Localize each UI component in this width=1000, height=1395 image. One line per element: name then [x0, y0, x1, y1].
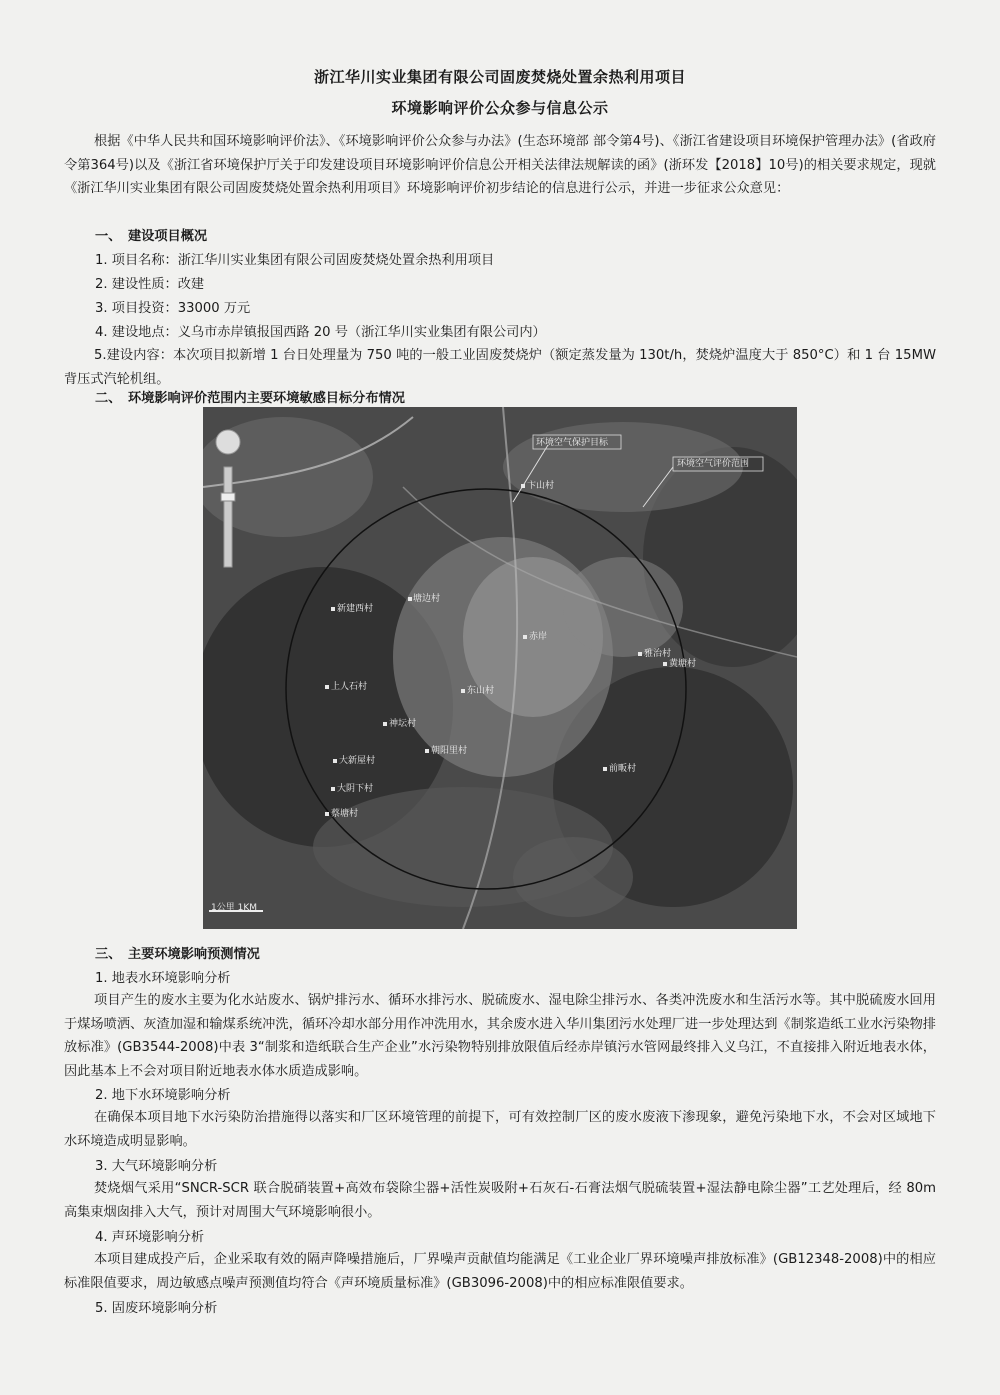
surface-water-heading: 1. 地表水环境影响分析	[95, 971, 231, 986]
map-pan-control	[216, 430, 240, 454]
map-village-label: 蔡塘村	[331, 809, 359, 819]
noise-paragraph: 本项目建成投产后，企业采取有效的隔声降噪措施后，厂界噪声贡献值均能满足《工业企业厂界环境噪声排放标准》(GB12348-2008)中的相应标准限值要求，周边敏感点噪声预测值均符合《声环境质量标准》(GB3096-2008)中的相应标准限值要求。	[64, 1252, 936, 1291]
map-village-label: 神坛村	[389, 719, 417, 729]
map-village-label: 卞山村	[527, 481, 555, 491]
air-paragraph: 焚烧烟气采用“SNCR-SCR 联合脱硝装置+高效布袋除尘器+活性炭吸附+石灰石-石膏法烟气脱硫装置+湿法静电除尘器”工艺处理后，经 80m 高集束烟囱排入大气，预计对周围大气环境影响很小。	[64, 1181, 936, 1220]
air-heading: 3. 大气环境影响分析	[95, 1159, 218, 1174]
map-village-label: 塘边村	[413, 594, 441, 604]
project-name-item: 1. 项目名称：浙江华川实业集团有限公司固废焚烧处置余热利用项目	[95, 253, 495, 268]
project-nature-item: 2. 建设性质：改建	[95, 277, 205, 292]
map-village-label: 新建西村	[337, 604, 374, 614]
groundwater-paragraph: 在确保本项目地下水污染防治措施得以落实和厂区环境管理的前提下，可有效控制厂区的废水废液下渗现象，避免污染地下水，不会对区域地下水环境造成明显影响。	[64, 1110, 936, 1149]
document-subtitle: 环境影响评价公众参与信息公示	[391, 99, 609, 117]
map-village-label: 大阴下村	[337, 784, 374, 794]
map-village-label: 东山村	[467, 686, 495, 696]
project-location-item: 4. 建设地点：义乌市赤岸镇报国西路 20 号（浙江华川实业集团有限公司内）	[95, 325, 546, 340]
map-village-label: 前畈村	[609, 764, 637, 774]
section2-heading: 二、 环境影响评价范围内主要环境敏感目标分布情况	[95, 391, 405, 406]
map-scale-label: 1公里 1KM	[211, 903, 257, 913]
satellite-map	[203, 407, 797, 929]
map-zoom-slider	[224, 467, 232, 567]
noise-heading: 4. 声环境影响分析	[95, 1230, 205, 1245]
solid-waste-heading: 5. 固废环境影响分析	[95, 1301, 218, 1316]
map-canvas	[203, 407, 797, 929]
section1-heading: 一、 建设项目概况	[95, 229, 208, 244]
project-investment-item: 3. 项目投资：33000 万元	[95, 301, 251, 316]
map-village-label: 朝阳里村	[431, 746, 468, 756]
groundwater-heading: 2. 地下水环境影响分析	[95, 1088, 231, 1103]
map-village-label: 赤岸	[529, 632, 548, 642]
document-title: 浙江华川实业集团有限公司固废焚烧处置余热利用项目	[313, 68, 686, 86]
surface-water-paragraph: 项目产生的废水主要为化水站废水、锅炉排污水、循环水排污水、脱硫废水、湿电除尘排污水、各类冲洗废水和生活污水等。其中脱硫废水回用于煤场喷洒、灰渣加湿和输煤系统冲洗，循环冷却水部分用作冲洗用水，其余废水进入华川集团污水处理厂进一步处理达到《制浆造纸工业水污染物排放标准》(GB3544-2008)中表 3“制浆和造纸联合生产企业”水污染物特别排放限值后经赤岸镇污水管网最终排入义乌江，不直接排入附近地表水体，因此基本上不会对项目附近地表水体水质造成影响。	[64, 993, 936, 1079]
intro-paragraph: 根据《中华人民共和国环境影响评价法》、《环境影响评价公众参与办法》(生态环境部 部令第4号)、《浙江省建设项目环境保护管理办法》(省政府令第364号)以及《浙江省环境保护厅关于印发建设项目环境影响评价信息公开相关法律法规解读的函》(浙环发【2018】10号)的相关要求规定，现就《浙江华川实业集团有限公司固废焚烧处置余热利用项目》环境影响评价初步结论的信息进行公示，并进一步征求公众意见：	[64, 134, 936, 196]
section3-heading: 三、 主要环境影响预测情况	[95, 947, 260, 962]
map-village-label: 上人石村	[331, 682, 368, 692]
map-village-label: 雅治村	[644, 649, 672, 659]
map-callout-protect-target: 环境空气保护目标	[536, 438, 609, 448]
map-village-label: 大新屋村	[339, 756, 376, 766]
map-callout-eval-range: 环境空气评价范围	[677, 459, 750, 469]
project-content-item: 5.建设内容：本次项目拟新增 1 台日处理量为 750 吨的一般工业固废焚烧炉（额定蒸发量为 130t/h，焚烧炉温度大于 850°C）和 1 台 15MW 背压式汽轮机组。	[64, 348, 936, 387]
map-village-label: 黄塘村	[669, 659, 697, 669]
